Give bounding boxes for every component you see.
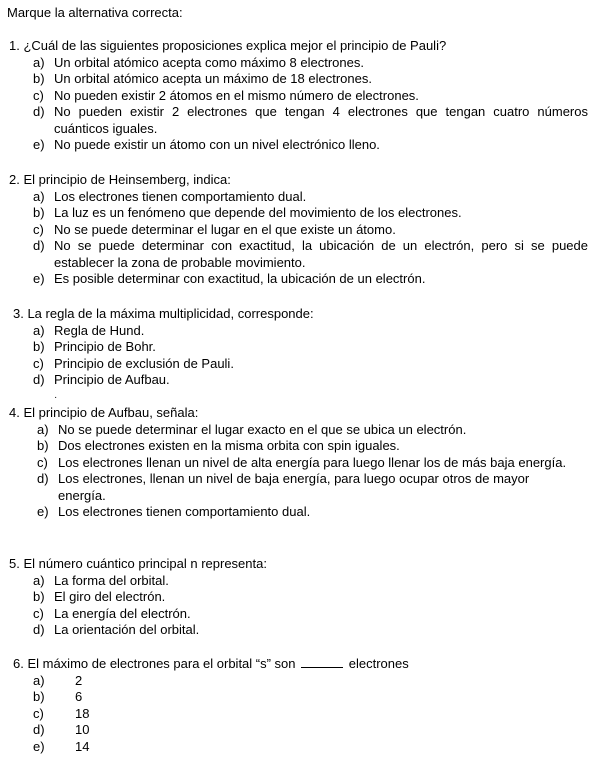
option-text: Principio de Aufbau. — [54, 372, 170, 387]
option-4a[interactable] — [0, 422, 608, 439]
question-text: 2. El principio de Heinsemberg, indica: — [9, 172, 231, 187]
option-letter: a) — [33, 572, 45, 588]
option-6e[interactable] — [0, 739, 608, 756]
option-text: La orientación del orbital. — [54, 622, 200, 637]
option-6a[interactable] — [0, 673, 608, 690]
option-letter: e) — [33, 271, 45, 286]
option-3d[interactable] — [0, 372, 608, 389]
option-text: La energía del electrón. — [54, 605, 191, 621]
option-letter: c) — [33, 605, 44, 621]
option-5b[interactable] — [0, 589, 608, 606]
option-6d[interactable] — [0, 722, 608, 739]
option-text: No se puede determinar con exactitud, la ubicación de un electrón, pero si se puede establecer la zona de probable movimiento. — [54, 238, 588, 270]
option-value: 10 — [75, 722, 90, 737]
option-text: Principio de exclusión de Pauli. — [54, 355, 234, 371]
option-text: Los electrones tienen comportamiento dual. — [58, 504, 311, 519]
option-letter: b) — [37, 438, 49, 453]
option-letter: a) — [33, 672, 45, 688]
option-text: Un orbital atómico acepta como máximo 8 electrones. — [54, 54, 364, 70]
option-letter: c) — [33, 355, 44, 371]
option-letter: d) — [33, 722, 45, 737]
option-letter: d) — [33, 104, 45, 119]
option-text: No se puede determinar el lugar exacto en el que se ubica un electrón. — [58, 421, 467, 437]
option-letter: c) — [33, 87, 44, 103]
option-text: No pueden existir 2 átomos en el mismo número de electrones. — [54, 87, 419, 103]
option-3c[interactable] — [0, 356, 608, 373]
option-2c[interactable] — [0, 222, 608, 239]
option-text: No pueden existir 2 electrones que tengan 4 electrones que tengan cuatro números cuánticos iguales. — [54, 104, 588, 136]
option-text: Los electrones tienen comportamiento dual. — [54, 188, 307, 204]
option-2b[interactable] — [0, 205, 608, 222]
option-5c[interactable] — [0, 606, 608, 623]
option-1e[interactable] — [0, 137, 608, 154]
instruction-text: Marque la alternativa correcta: — [7, 5, 183, 20]
option-value: 6 — [75, 689, 83, 704]
option-letter: e) — [33, 738, 45, 754]
option-4e[interactable] — [0, 504, 608, 521]
question-4 — [0, 405, 608, 521]
option-letter: b) — [33, 71, 45, 86]
question-text — [0, 656, 608, 673]
option-text: Regla de Hund. — [54, 322, 145, 338]
question-3 — [0, 306, 608, 389]
question-text-before: 6. El máximo de electrones para el orbital “s” son — [13, 656, 296, 671]
option-letter: b) — [33, 205, 45, 220]
option-text: El giro del electrón. — [54, 589, 166, 604]
option-1b[interactable] — [0, 71, 608, 88]
option-letter: b) — [33, 689, 45, 704]
answer-blank — [301, 656, 343, 668]
option-2e[interactable] — [0, 271, 608, 288]
option-letter: a) — [37, 421, 49, 437]
question-text: 5. El número cuántico principal n representa: — [9, 556, 267, 571]
question-text: 4. El principio de Aufbau, señala: — [9, 405, 199, 420]
option-2d[interactable] — [0, 238, 608, 271]
option-4c[interactable] — [0, 455, 608, 472]
option-text: Los electrones, llenan un nivel de baja energía, para luego ocupar otros de mayor energía. — [58, 471, 530, 503]
option-letter: d) — [33, 372, 45, 387]
option-text: Principio de Bohr. — [54, 339, 156, 354]
option-text: Los electrones llenan un nivel de alta energía para luego llenar los de más baja energía. — [58, 454, 567, 470]
option-value: 18 — [75, 705, 90, 721]
option-6c[interactable] — [0, 706, 608, 723]
option-text: Dos electrones existen en la misma orbita con spin iguales. — [58, 438, 400, 453]
stray-dot: · — [54, 392, 58, 403]
option-letter: b) — [33, 339, 45, 354]
option-letter: d) — [33, 238, 45, 253]
option-letter: c) — [33, 221, 44, 237]
question-6 — [0, 656, 608, 755]
question-2 — [0, 172, 608, 288]
option-letter: a) — [33, 54, 45, 70]
option-3b[interactable] — [0, 339, 608, 356]
option-letter: c) — [37, 454, 48, 470]
question-5 — [0, 556, 608, 639]
option-text: Es posible determinar con exactitud, la ubicación de un electrón. — [54, 271, 426, 286]
option-letter: d) — [33, 622, 45, 637]
option-2a[interactable] — [0, 189, 608, 206]
option-letter: d) — [37, 471, 49, 486]
question-text: 1. ¿Cuál de las siguientes proposiciones explica mejor el principio de Pauli? — [9, 38, 447, 53]
question-text-after: electrones — [348, 656, 409, 671]
option-text: La forma del orbital. — [54, 572, 169, 588]
option-4d[interactable] — [0, 471, 608, 504]
option-3a[interactable] — [0, 323, 608, 340]
option-text: No puede existir un átomo con un nivel electrónico lleno. — [54, 137, 380, 152]
option-1c[interactable] — [0, 88, 608, 105]
option-5a[interactable] — [0, 573, 608, 590]
option-value: 2 — [75, 672, 83, 688]
option-value: 14 — [75, 738, 90, 754]
option-letter: c) — [33, 705, 44, 721]
option-letter: b) — [33, 589, 45, 604]
option-5d[interactable] — [0, 622, 608, 639]
question-text: 3. La regla de la máxima multiplicidad, corresponde: — [13, 306, 314, 321]
option-letter: a) — [33, 322, 45, 338]
option-1d[interactable] — [0, 104, 608, 137]
question-1 — [0, 38, 608, 154]
option-letter: e) — [37, 504, 49, 519]
option-letter: e) — [33, 137, 45, 152]
option-4b[interactable] — [0, 438, 608, 455]
option-text: Un orbital atómico acepta un máximo de 18 electrones. — [54, 71, 372, 86]
option-letter: a) — [33, 188, 45, 204]
option-6b[interactable] — [0, 689, 608, 706]
option-1a[interactable] — [0, 55, 608, 72]
option-text: La luz es un fenómeno que depende del movimiento de los electrones. — [54, 205, 462, 220]
option-text: No se puede determinar el lugar en el que existe un átomo. — [54, 221, 396, 237]
